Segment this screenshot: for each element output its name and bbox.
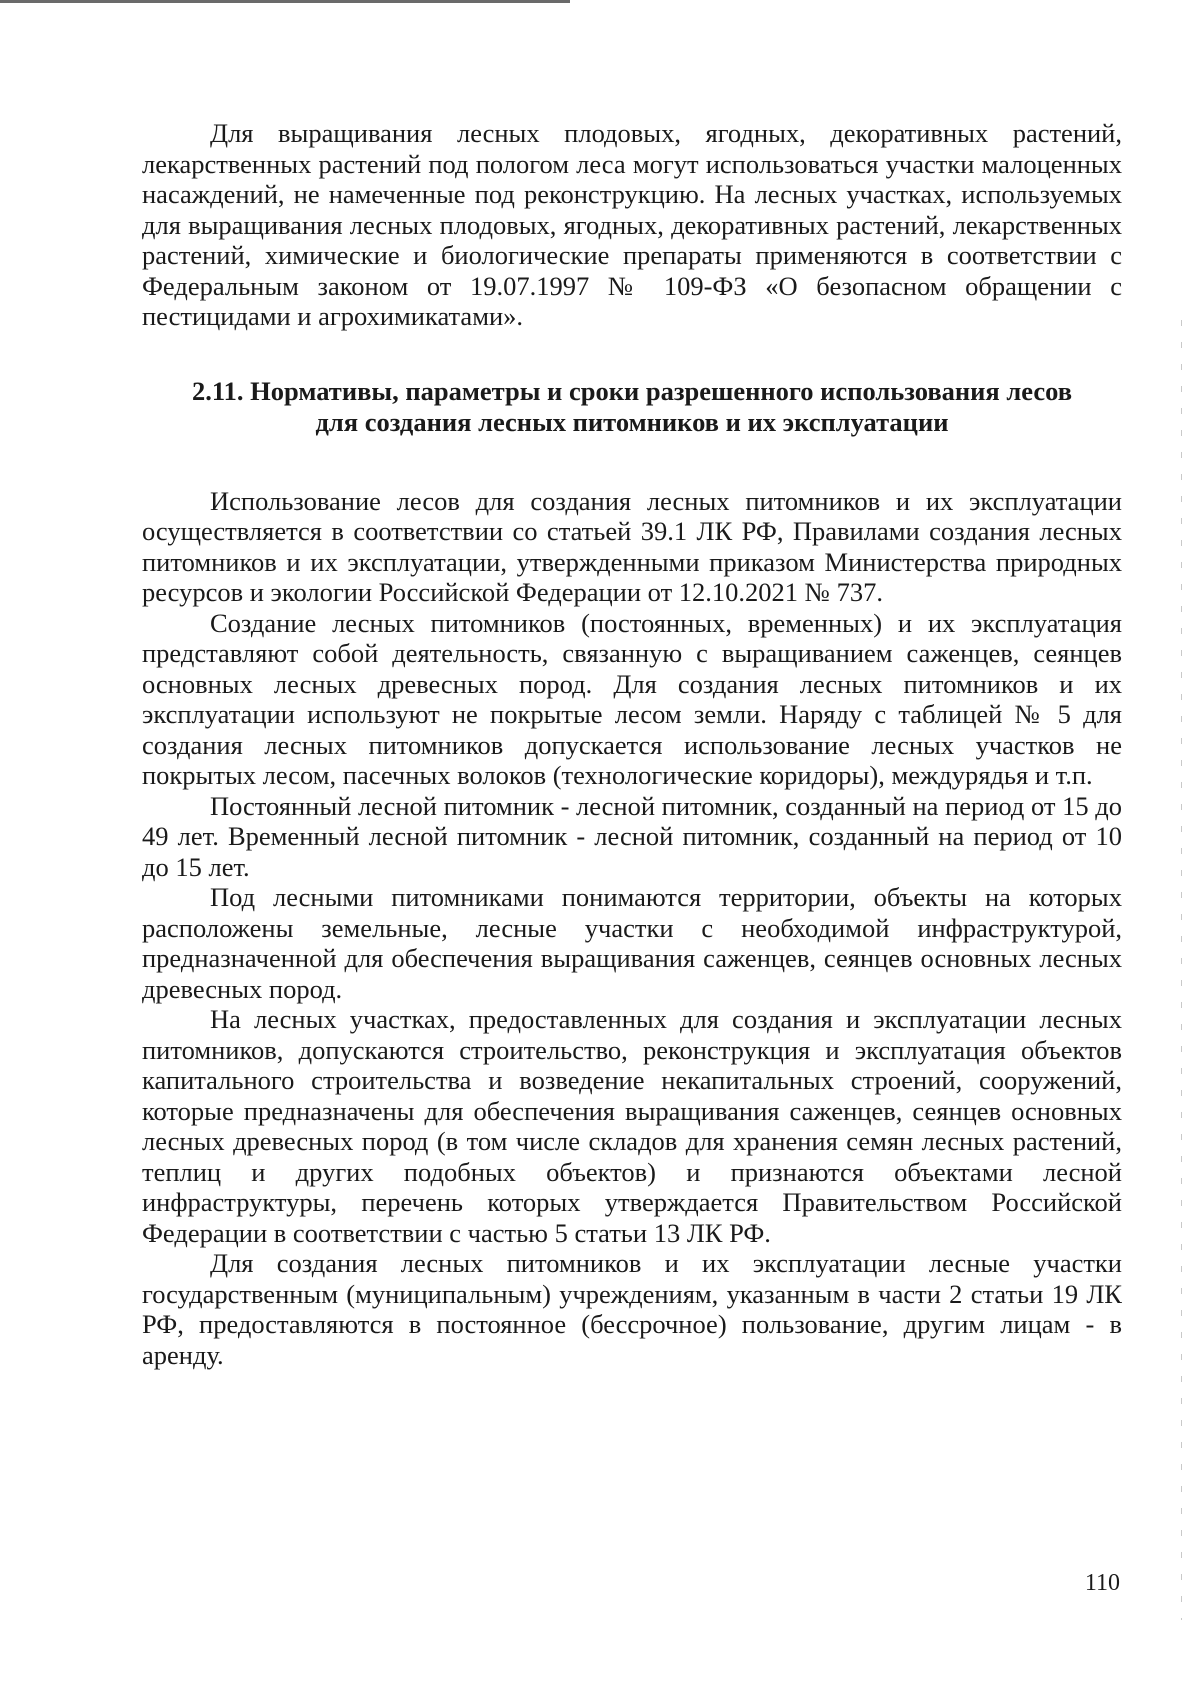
section-heading bbox=[142, 376, 1122, 438]
paragraph-lease: Для создания лесных питомников и их эксплуатации лесные участки государственным (муниципальным) учреждениям, указанным в части 2 статьи 19 ЛК РФ, предоставляются в постоянное (бессрочное) пользование, другим лицам - в аренду. bbox=[142, 1248, 1122, 1370]
paragraph-nursery-types: Постоянный лесной питомник - лесной питомник, созданный на период от 15 до 49 лет. Временный лесной питомник - лесной питомник, созданный на период от 10 до 15 лет. bbox=[142, 790, 1122, 882]
document-body bbox=[142, 118, 1122, 1370]
paragraph-usage: Использование лесов для создания лесных питомников и их эксплуатации осуществляется в соответствии со статьей 39.1 ЛК РФ, Правилами создания лесных питомников и их эксплуатации, утвержденными приказом Министерства природных ресурсов и экологии Российской Федерации от 12.10.2021 № 737. bbox=[142, 485, 1122, 607]
paragraph-infrastructure: На лесных участках, предоставленных для создания и эксплуатации лесных питомников, допускаются строительство, реконструкция и эксплуатация объектов капитального строительства и возведение некапитальных строений, сооружений, которые предназначены для обеспечения выращивания саженцев, сеянцев основных лесных древесных пород (в том числе складов для хранения семян лесных растений, теплиц и других подобных объектов) и признаются объектами лесной инфраструктуры, перечень которых утверждается Правительством Российской Федерации в соответствии с частью 5 статьи 13 ЛК РФ. bbox=[142, 1004, 1122, 1248]
section-heading-line-1: 2.11. Нормативы, параметры и сроки разрешенного использования лесов bbox=[192, 375, 1072, 406]
scan-edge-mark bbox=[1181, 320, 1182, 1620]
section-heading-line-2: для создания лесных питомников и их эксплуатации bbox=[315, 406, 949, 437]
paragraph-definition: Под лесными питомниками понимаются территории, объекты на которых расположены земельные, лесные участки с необходимой инфраструктурой, предназначенной для обеспечения выращивания саженцев, сеянцев основных лесных древесных пород. bbox=[142, 882, 1122, 1004]
top-rule bbox=[0, 0, 570, 3]
page-number: 110 bbox=[1084, 1570, 1120, 1596]
paragraph-creation: Создание лесных питомников (постоянных, временных) и их эксплуатация представляют собой деятельность, связанную с выращиванием саженцев, сеянцев основных лесных древесных пород. Для создания лесных питомников и их эксплуатации используют не покрытые лесом земли. Наряду с таблицей № 5 для создания лесных питомников допускается использование лесных участков не покрытых лесом, пасечных волоков (технологические коридоры), междурядья и т.п. bbox=[142, 607, 1122, 790]
paragraph-intro: Для выращивания лесных плодовых, ягодных, декоративных растений, лекарственных растений под пологом леса могут использоваться участки малоценных насаждений, не намеченные под реконструкцию. На лесных участках, используемых для выращивания лесных плодовых, ягодных, декоративных растений, лекарственных растений, химические и биологические препараты применяются в соответствии с Федеральным законом от 19.07.1997 № 109-ФЗ «О безопасном обращении с пестицидами и агрохимикатами». bbox=[142, 118, 1122, 331]
